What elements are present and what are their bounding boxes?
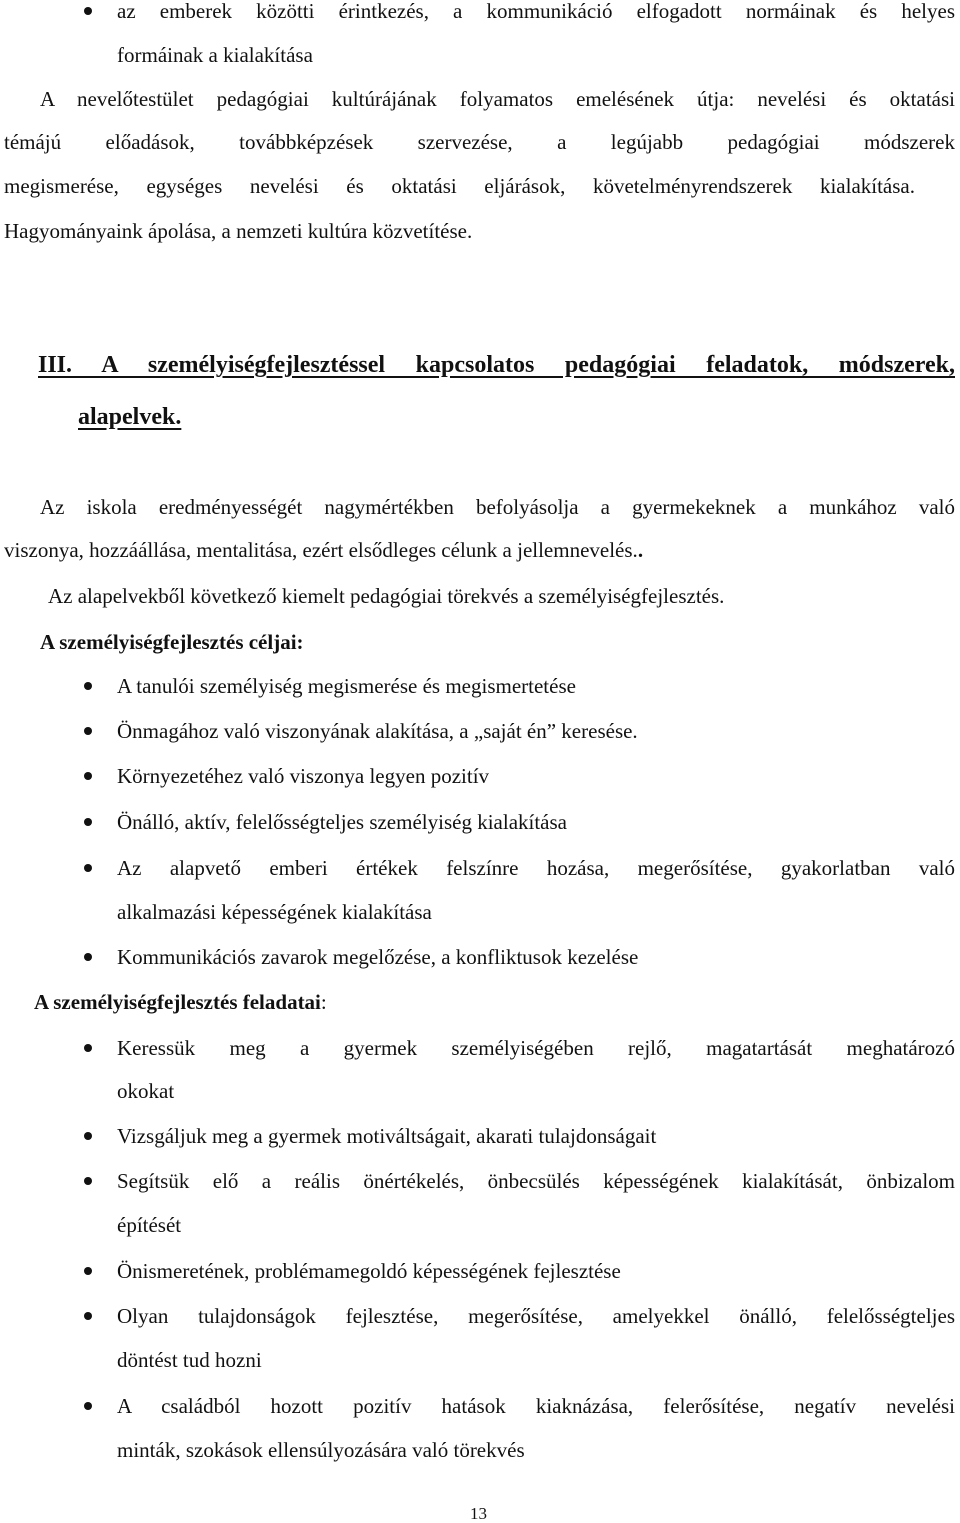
tasks-title-colon: : (320, 990, 327, 1014)
tasks-item: Segítsük elő a reális önértékelés, önbecsülés képességének kialakítását, önbizalom (117, 1169, 955, 1193)
bullet-icon (84, 1044, 92, 1052)
tasks-item: Önismeretének, problémamegoldó képességének fejlesztése (117, 1259, 621, 1283)
tasks-item-continuation: döntést tud hozni (117, 1348, 262, 1372)
intro-line-3: megismerése, egységes nevelési és oktatási eljárások, követelményrendszerek kialakítása. (4, 174, 915, 198)
tasks-item-continuation: okokat (117, 1079, 175, 1103)
section-heading-line-2: alapelvek. (78, 404, 182, 430)
goals-item: Kommunikációs zavarok megelőzése, a konfliktusok kezelése (117, 945, 639, 969)
goals-item-continuation: alkalmazási képességének kialakítása (117, 900, 432, 924)
bullet-icon (84, 1132, 92, 1140)
goals-title: A személyiségfejlesztés céljai: (40, 630, 304, 654)
tasks-item: A családból hozott pozitív hatások kiaknázása, felerősítése, negatív nevelési (117, 1394, 955, 1418)
tasks-title (34, 992, 327, 1013)
tasks-item-continuation: minták, szokások ellensúlyozására való törekvés (117, 1438, 525, 1462)
goals-item: Önmagához való viszonyának alakítása, a „saját én” keresése. (117, 719, 638, 743)
bullet-icon (84, 7, 92, 15)
bullet-icon (84, 1312, 92, 1320)
bullet-icon (84, 772, 92, 780)
bullet-icon (84, 682, 92, 690)
intro-line-4: Hagyományaink ápolása, a nemzeti kultúra közvetítése. (4, 219, 473, 243)
body-line-2-text: viszonya, hozzáállása, mentalitása, ezért elsődleges célunk a jellemnevelés. (4, 538, 638, 562)
bullet-icon (84, 953, 92, 961)
goals-item: Önálló, aktív, felelősségteljes személyiség kialakítása (117, 810, 567, 834)
bullet-icon (84, 1267, 92, 1275)
bullet-icon (84, 818, 92, 826)
body-line-3: Az alapelvekből következő kiemelt pedagógiai törekvés a személyiségfejlesztés. (48, 584, 725, 608)
bullet-icon (84, 864, 92, 872)
tasks-item: Vizsgáljuk meg a gyermek motiváltságait, akarati tulajdonságait (117, 1124, 657, 1148)
tasks-title-text: A személyiségfejlesztés feladatai (34, 990, 321, 1014)
section-heading-line-1: III. A személyiségfejlesztéssel kapcsolatos pedagógiai feladatok, módszerek, (38, 352, 955, 378)
top-bullet-line-1: az emberek közötti érintkezés, a kommunikáció elfogadott normáinak és helyes (117, 0, 955, 23)
bullet-icon (84, 727, 92, 735)
goals-item: Az alapvető emberi értékek felszínre hozása, megerősítése, gyakorlatban való (117, 856, 955, 880)
tasks-item: Keressük meg a gyermek személyiségében rejlő, magatartását meghatározó (117, 1036, 955, 1060)
bullet-icon (84, 1402, 92, 1410)
body-line-2 (4, 540, 643, 561)
goals-item: A tanulói személyiség megismerése és megismertetése (117, 674, 576, 698)
intro-line-1: A nevelőtestület pedagógiai kultúrájának folyamatos emelésének útja: nevelési és oktatási (40, 87, 955, 111)
top-bullet-line-2: formáinak a kialakítása (117, 43, 313, 67)
body-line-1: Az iskola eredményességét nagymértékben befolyásolja a gyermekeknek a munkához való (40, 495, 955, 519)
page-number: 13 (470, 1504, 487, 1523)
body-line-2-end: . (637, 538, 644, 562)
bullet-icon (84, 1177, 92, 1185)
intro-line-2: témájú előadások, továbbképzések szervezése, a legújabb pedagógiai módszerek (4, 130, 955, 154)
tasks-item: Olyan tulajdonságok fejlesztése, megerősítése, amelyekkel önálló, felelősségteljes (117, 1304, 955, 1328)
tasks-item-continuation: építését (117, 1213, 182, 1237)
goals-item: Környezetéhez való viszonya legyen pozitív (117, 764, 490, 788)
